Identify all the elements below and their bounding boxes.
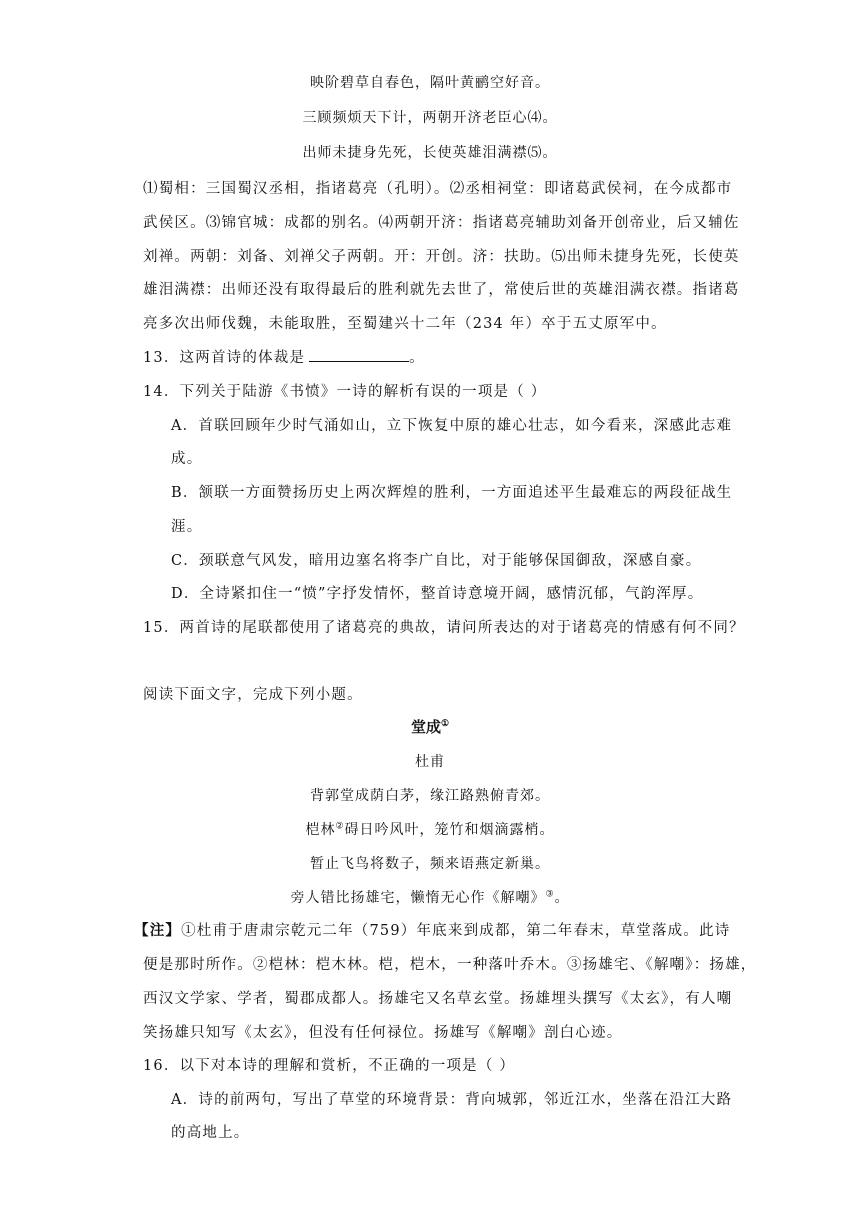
poem2-title	[0, 716, 860, 737]
poem2-line	[0, 853, 860, 873]
note2-line: 笑扬雄只知写《太玄》，但没有任何禄位。扬雄写《解嘲》剖白心迹。	[143, 1025, 623, 1041]
poem2-line-text: 桤林	[305, 822, 336, 838]
question-13	[143, 346, 723, 367]
question-15: 15．两首诗的尾联都使用了诸葛亮的典故，请问所表达的对于诸葛亮的情感有何不同？	[143, 620, 745, 636]
reading-intro: 阅读下面文字，完成下列小题。	[143, 687, 363, 703]
question-13-end: 。	[409, 350, 425, 366]
option-a: A．首联回顾年少时气涌如山，立下恢复中原的雄心壮志，如今看来，深感此志难	[171, 418, 733, 434]
poem1-line: 三顾频烦天下计，两朝开济老臣心⑷。	[302, 110, 558, 126]
poem2-line-text: 。	[554, 890, 570, 906]
note2-line: 西汉文学家、学者，蜀郡成都人。扬雄宅又名草玄堂。扬雄埋头撰写《太玄》，有人嘲	[143, 991, 733, 1007]
poem2-line-text: 暂止飞鸟将数子，频来语燕定新巢。	[310, 856, 550, 872]
poem1-line: 出师未捷身先死，长使英雄泪满襟⑸。	[302, 145, 558, 161]
poem1-line: 映阶碧草自春色，隔叶黄鹂空好音。	[310, 75, 550, 91]
poem2-line	[0, 887, 860, 907]
poem2-line-text: 旁人错比扬雄宅，懒惰无心作《解嘲》	[290, 890, 546, 906]
option-a-cont: 的高地上。	[171, 1125, 250, 1141]
question-14-stem: 14．下列关于陆游《书愤》一诗的解析有误的一项是（ ）	[143, 384, 547, 400]
note-line: 刘禅。两朝：刘备、刘禅父子两朝。开：开创。济：扶助。⑸出师未捷身先死，长使英	[143, 249, 740, 265]
note2-line	[134, 919, 731, 940]
answer-blank[interactable]	[309, 347, 409, 362]
note2-label: 【注】	[134, 922, 182, 939]
option-a: A．诗的前两句，写出了草堂的环境背景：背向城郭，邻近江水，坐落在沿江大路	[171, 1092, 733, 1108]
poem2-line	[0, 785, 860, 805]
note-line: 雄泪满襟：出师还没有取得最后的胜利就先去世了，常使后世的英雄泪满衣襟。指诸葛	[143, 282, 740, 298]
option-b-cont: 涯。	[171, 519, 203, 535]
poem2-line-text: 背郭堂成荫白茅，缘江路熟俯青郊。	[310, 788, 550, 804]
note2-text: ①杜甫于唐肃宗乾元二年（759）年底来到成都，第二年春末，草堂落成。此诗	[181, 923, 731, 939]
poem2-line-text: 碍日吟风叶，笼竹和烟滴露梢。	[344, 822, 555, 838]
poem2-line-note: ②	[335, 821, 345, 832]
poem2-title-text: 堂成	[410, 718, 441, 736]
poem2-title-note: ①	[440, 719, 450, 729]
note2-line: 便是那时所作。②桤林：桤木林。桤，桤木，一种落叶乔木。③扬雄宅、《解嘲》：扬雄，	[143, 957, 757, 973]
option-c: C．颈联意气风发，暗用边塞名将李广自比，对于能够保国御敌，深感自豪。	[171, 553, 702, 569]
option-a-cont: 成。	[171, 451, 203, 467]
poem2-author: 杜甫	[415, 754, 445, 770]
note-line: ⑴蜀相：三国蜀汉丞相，指诸葛亮（孔明）。⑵丞相祠堂：即诸葛武侯祠，在今成都市	[143, 181, 733, 197]
question-13-text: 13．这两首诗的体裁是	[143, 350, 306, 366]
option-d: D．全诗紧扣住一“愤”字抒发情怀，整首诗意境开阔，感情沉郁，气韵浑厚。	[171, 586, 704, 602]
option-b: B．颔联一方面赞扬历史上两次辉煌的胜利，一方面追述平生最难忘的两段征战生	[171, 485, 733, 501]
poem2-line	[0, 819, 860, 839]
poem2-line-note: ③	[545, 889, 555, 900]
note-line: 亮多次出师伐魏，未能取胜，至蜀建兴十二年（234 年）卒于五丈原军中。	[143, 316, 667, 332]
question-16-stem: 16．以下对本诗的理解和赏析，不正确的一项是（ ）	[143, 1058, 516, 1074]
note-line: 武侯区。⑶锦官城：成都的别名。⑷两朝开济：指诸葛亮辅助刘备开创帝业，后又辅佐	[143, 215, 740, 231]
